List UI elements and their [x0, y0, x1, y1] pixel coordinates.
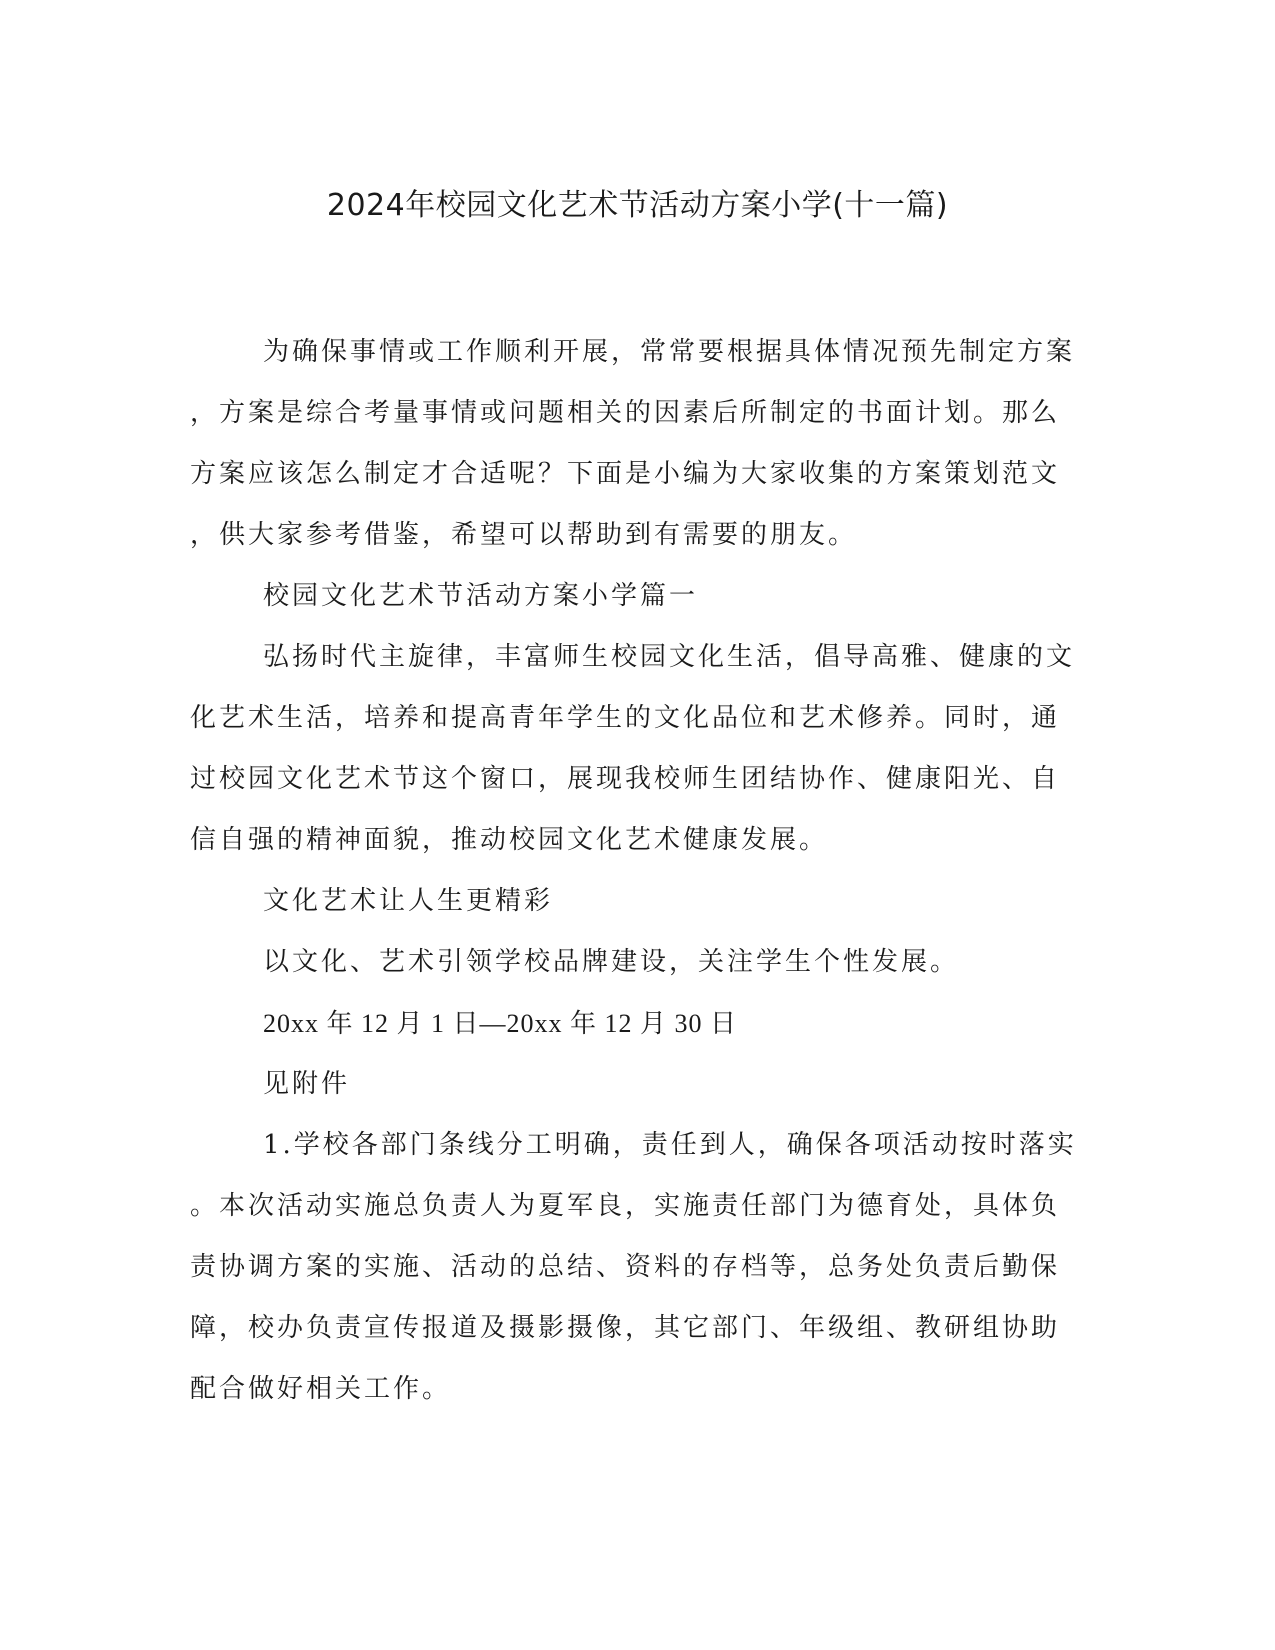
text-line: 20xx 年 12 月 1 日—20xx 年 12 月 30 日 [263, 1009, 738, 1038]
text-line: 见附件 [263, 1069, 351, 1099]
text-line: 文化艺术让人生更精彩 [263, 886, 554, 916]
text-line: 以文化、艺术引领学校品牌建设，关注学生个性发展。 [263, 947, 960, 977]
text-line: 方案应该怎么制定才合适呢？下面是小编为大家收集的方案策划范文 [190, 459, 1061, 489]
text-line: 配合做好相关工作。 [190, 1374, 452, 1404]
text-line: ，方案是综合考量事情或问题相关的因素后所制定的书面计划。那么 [190, 398, 1061, 428]
attachment-paragraph [190, 1054, 1082, 1115]
document-title: 2024年校园文化艺术节活动方案小学(十一篇) [326, 188, 949, 223]
text-line: 化艺术生活，培养和提高青年学生的文化品位和艺术修养。同时，通 [190, 703, 1061, 733]
intro-paragraph [190, 322, 1082, 566]
text-line: ，供大家参考借鉴，希望可以帮助到有需要的朋友。 [190, 520, 858, 550]
goal-paragraph [190, 932, 1082, 993]
document-body [190, 322, 1082, 1420]
text-line: 过校园文化艺术节这个窗口，展现我校师生团结协作、健康阳光、自 [190, 764, 1061, 794]
date-paragraph [190, 993, 1082, 1054]
section-heading [190, 566, 1082, 627]
text-line: 信自强的精神面貌，推动校园文化艺术健康发展。 [190, 825, 829, 855]
organization-paragraph [190, 1115, 1082, 1420]
text-line: 责协调方案的实施、活动的总结、资料的存档等，总务处负责后勤保 [190, 1252, 1061, 1282]
text-line: 1.学校各部门条线分工明确，责任到人，确保各项活动按时落实 [263, 1130, 1077, 1160]
theme-paragraph [190, 871, 1082, 932]
text-line: 障，校办负责宣传报道及摄影摄像，其它部门、年级组、教研组协助 [190, 1313, 1061, 1343]
text-line: 校园文化艺术节活动方案小学篇一 [263, 581, 699, 611]
text-line: 。本次活动实施总负责人为夏军良，实施责任部门为德育处，具体负 [190, 1191, 1061, 1221]
text-line: 为确保事情或工作顺利开展，常常要根据具体情况预先制定方案 [263, 337, 1076, 367]
purpose-paragraph [190, 627, 1082, 871]
text-line: 弘扬时代主旋律，丰富师生校园文化生活，倡导高雅、健康的文 [263, 642, 1076, 672]
